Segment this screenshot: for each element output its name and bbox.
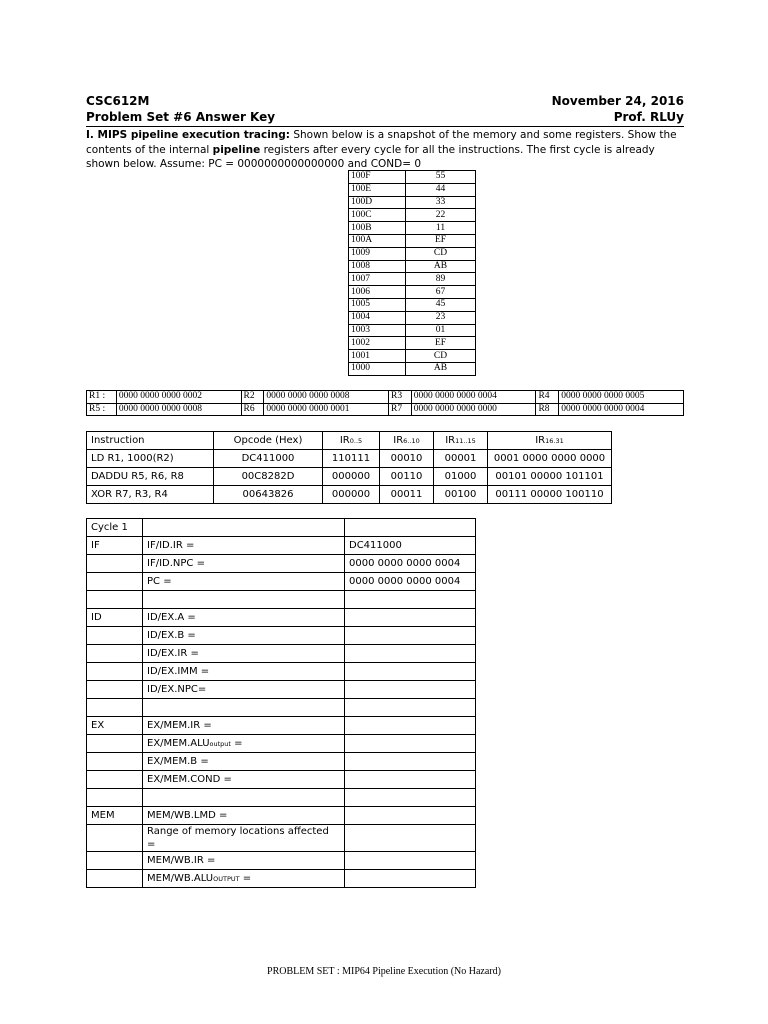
cycle-cell-empty <box>87 825 143 852</box>
memory-address: 1009 <box>349 247 406 260</box>
register-label <box>143 735 345 753</box>
cycle-row-ex <box>87 735 476 753</box>
cycle-cell-empty <box>87 627 143 645</box>
cycle-row-id <box>87 681 476 699</box>
memory-value: 22 <box>406 209 476 222</box>
instruction-text: XOR R7, R3, R4 <box>87 486 214 504</box>
register-name: R8 <box>536 403 559 416</box>
cycle-title: Cycle 1 <box>87 519 143 537</box>
memory-value: CD <box>406 350 476 363</box>
cycle-spacer-row <box>87 699 476 717</box>
register-label-text: IF/ID.IR = <box>147 540 195 551</box>
instruction-opcode: DC411000 <box>214 450 323 468</box>
cycle-cell-empty <box>87 645 143 663</box>
register-label <box>143 852 345 870</box>
register-label-text: MEM/WB.IR = <box>147 855 216 866</box>
register-name: R1 : <box>87 391 117 404</box>
register-label-text: ID/EX.NPC= <box>147 684 207 695</box>
instruction-ir-11-15: 00001 <box>434 450 488 468</box>
memory-address: 1001 <box>349 350 406 363</box>
memory-value: EF <box>406 337 476 350</box>
author: Prof. RLUy <box>613 110 684 124</box>
intro-text-a: Shown below is a snapshot of the memory and some registers. Show the contents of the internal <box>86 129 677 156</box>
document-date: November 24, 2016 <box>551 94 684 108</box>
col-instruction: Instruction <box>87 432 214 450</box>
document-title: Problem Set #6 Answer Key <box>86 110 276 124</box>
register-value: 0000 0000 0000 0004 <box>559 403 684 416</box>
cycle-cell-empty <box>143 699 345 717</box>
register-value: 0000 0000 0000 0004 <box>345 555 476 573</box>
cycle-row-id <box>87 609 476 627</box>
cycle-cell-empty <box>87 591 143 609</box>
register-label-text: EX/MEM.IR = <box>147 720 212 731</box>
memory-value: CD <box>406 247 476 260</box>
memory-address: 1005 <box>349 298 406 311</box>
instruction-ir-0-5: 000000 <box>323 486 380 504</box>
register-label <box>143 753 345 771</box>
register-label-text: ID/EX.IR = <box>147 648 199 659</box>
register-value <box>345 681 476 699</box>
register-value <box>345 717 476 735</box>
col-ir-6-10: IR6..10 <box>380 432 434 450</box>
problem-intro <box>86 128 686 172</box>
memory-address: 100F <box>349 171 406 184</box>
memory-row <box>349 247 476 260</box>
cycle-cell-empty <box>87 573 143 591</box>
cycle-cell-empty <box>143 519 345 537</box>
register-value <box>345 825 476 852</box>
memory-value: 44 <box>406 183 476 196</box>
register-value: DC411000 <box>345 537 476 555</box>
register-name: R4 <box>536 391 559 404</box>
register-name: R5 : <box>87 403 117 416</box>
register-value: 0000 0000 0000 0005 <box>559 391 684 404</box>
register-value: 0000 0000 0000 0001 <box>264 403 389 416</box>
memory-row <box>349 222 476 235</box>
memory-row <box>349 183 476 196</box>
cycle-row-id <box>87 663 476 681</box>
cycle-row-mem <box>87 807 476 825</box>
col-ir-11-15: IR11..15 <box>434 432 488 450</box>
memory-value: 23 <box>406 311 476 324</box>
cycle-row-ex <box>87 717 476 735</box>
stage-label: IF <box>87 537 143 555</box>
register-value <box>345 807 476 825</box>
memory-row <box>349 171 476 184</box>
memory-value: 11 <box>406 222 476 235</box>
memory-row <box>349 324 476 337</box>
register-name: R3 <box>389 391 412 404</box>
instruction-ir-16-31: 0001 0000 0000 0000 <box>488 450 612 468</box>
register-label <box>143 717 345 735</box>
cycle-row-if <box>87 537 476 555</box>
instruction-opcode: 00643826 <box>214 486 323 504</box>
cycle-row-if <box>87 573 476 591</box>
register-row <box>87 391 684 404</box>
register-value <box>345 735 476 753</box>
cycle-spacer-row <box>87 789 476 807</box>
memory-address: 100B <box>349 222 406 235</box>
register-label-text: PC = <box>147 576 172 587</box>
register-label-sub: OUTPUT <box>213 875 240 883</box>
register-value <box>345 627 476 645</box>
memory-row <box>349 273 476 286</box>
cycle-cell-empty <box>87 852 143 870</box>
memory-row <box>349 311 476 324</box>
register-label <box>143 627 345 645</box>
memory-value: 45 <box>406 298 476 311</box>
memory-address: 1000 <box>349 362 406 375</box>
memory-row <box>349 337 476 350</box>
instruction-row <box>87 450 612 468</box>
memory-row <box>349 209 476 222</box>
register-value: 0000 0000 0000 0004 <box>411 391 536 404</box>
cycle-cell-empty <box>143 591 345 609</box>
memory-value: AB <box>406 260 476 273</box>
cycle-cell-empty <box>87 699 143 717</box>
stage-label: ID <box>87 609 143 627</box>
col-ir-16-31: IR16.31 <box>488 432 612 450</box>
register-label <box>143 573 345 591</box>
register-label-tail: = <box>239 873 252 884</box>
memory-address: 100E <box>349 183 406 196</box>
instruction-header-row <box>87 432 612 450</box>
memory-row <box>349 362 476 375</box>
register-value <box>345 645 476 663</box>
cycle-cell-empty <box>87 870 143 888</box>
register-label-text: MEM/WB.LMD = <box>147 810 228 821</box>
memory-value: 55 <box>406 171 476 184</box>
instruction-text: DADDU R5, R6, R8 <box>87 468 214 486</box>
memory-row <box>349 260 476 273</box>
instruction-ir-11-15: 00100 <box>434 486 488 504</box>
memory-address: 100D <box>349 196 406 209</box>
memory-table <box>348 170 476 376</box>
register-label-text: EX/MEM.B = <box>147 756 209 767</box>
memory-address: 1006 <box>349 286 406 299</box>
register-label <box>143 663 345 681</box>
memory-address: 1004 <box>349 311 406 324</box>
cycle-cell-empty <box>87 555 143 573</box>
memory-address: 1007 <box>349 273 406 286</box>
cycle-cell-empty <box>87 753 143 771</box>
memory-address: 1003 <box>349 324 406 337</box>
cycle-cell-empty <box>87 771 143 789</box>
cycle-row-mem <box>87 825 476 852</box>
register-label-text: Range of memory locations affected = <box>147 826 329 850</box>
memory-address: 1008 <box>349 260 406 273</box>
cycle-cell-empty <box>345 789 476 807</box>
register-value <box>345 771 476 789</box>
header-rule <box>86 126 684 127</box>
register-value: 0000 0000 0000 0008 <box>116 403 241 416</box>
register-label-text: IF/ID.NPC = <box>147 558 205 569</box>
memory-row <box>349 234 476 247</box>
cycle-cell-empty <box>143 789 345 807</box>
register-value: 0000 0000 0000 0008 <box>264 391 389 404</box>
problem-heading: I. MIPS pipeline execution tracing: <box>86 129 290 141</box>
stage-label: EX <box>87 717 143 735</box>
intro-text-b: registers after every cycle for all the instructions. The first cycle is already shown below. Assume: PC = 0000000000000000 and COND= 0 <box>86 143 655 170</box>
register-name: R6 <box>241 403 264 416</box>
memory-value: 67 <box>406 286 476 299</box>
memory-address: 1002 <box>349 337 406 350</box>
cycle-cell-empty <box>87 681 143 699</box>
cycle-row-ex <box>87 771 476 789</box>
register-label-text: EX/MEM.COND = <box>147 774 232 785</box>
memory-value: 33 <box>406 196 476 209</box>
register-label-sub: output <box>209 740 231 748</box>
register-label-text: EX/MEM.ALU <box>147 738 210 749</box>
memory-value: 89 <box>406 273 476 286</box>
instruction-ir-6-10: 00010 <box>380 450 434 468</box>
register-value: 0000 0000 0000 0000 <box>411 403 536 416</box>
register-label-text: MEM/WB.ALU <box>147 873 214 884</box>
register-label <box>143 555 345 573</box>
register-label <box>143 537 345 555</box>
register-value <box>345 870 476 888</box>
page-footer: PROBLEM SET : MIP64 Pipeline Execution (No Hazard) <box>267 966 501 977</box>
instruction-row <box>87 468 612 486</box>
register-value <box>345 753 476 771</box>
register-label <box>143 681 345 699</box>
register-value: 0000 0000 0000 0002 <box>116 391 241 404</box>
register-label <box>143 771 345 789</box>
instruction-ir-16-31: 00101 00000 101101 <box>488 468 612 486</box>
memory-value: 01 <box>406 324 476 337</box>
intro-bold-word: pipeline <box>212 143 261 156</box>
register-label <box>143 807 345 825</box>
instruction-row <box>87 486 612 504</box>
course-code: CSC612M <box>86 94 150 108</box>
register-label <box>143 825 345 852</box>
instruction-ir-0-5: 110111 <box>323 450 380 468</box>
cycle-title-row <box>87 519 476 537</box>
cycle-row-mem <box>87 870 476 888</box>
register-label <box>143 645 345 663</box>
cycle-cell-empty <box>345 519 476 537</box>
cycle-row-id <box>87 645 476 663</box>
memory-row <box>349 286 476 299</box>
register-label-text: ID/EX.IMM = <box>147 666 210 677</box>
register-value <box>345 852 476 870</box>
cycle-row-mem <box>87 852 476 870</box>
register-label-tail: = <box>230 738 243 749</box>
register-name: R7 <box>389 403 412 416</box>
memory-row <box>349 298 476 311</box>
register-name: R2 <box>241 391 264 404</box>
registers-table <box>86 390 684 416</box>
cycle-cell-empty <box>87 789 143 807</box>
instruction-table <box>86 431 612 504</box>
instruction-ir-0-5: 000000 <box>323 468 380 486</box>
cycle-cell-empty <box>345 591 476 609</box>
instruction-ir-16-31: 00111 00000 100110 <box>488 486 612 504</box>
register-value: 0000 0000 0000 0004 <box>345 573 476 591</box>
instruction-opcode: 00C8282D <box>214 468 323 486</box>
col-ir-0-5: IR0..5 <box>323 432 380 450</box>
memory-value: EF <box>406 234 476 247</box>
register-label <box>143 870 345 888</box>
register-value <box>345 663 476 681</box>
memory-address: 100C <box>349 209 406 222</box>
memory-row <box>349 196 476 209</box>
register-label-text: ID/EX.B = <box>147 630 196 641</box>
cycle-spacer-row <box>87 591 476 609</box>
register-row <box>87 403 684 416</box>
cycle-row-id <box>87 627 476 645</box>
register-label <box>143 609 345 627</box>
memory-row <box>349 350 476 363</box>
stage-label: MEM <box>87 807 143 825</box>
memory-address: 100A <box>349 234 406 247</box>
instruction-text: LD R1, 1000(R2) <box>87 450 214 468</box>
cycle-cell-empty <box>87 735 143 753</box>
instruction-ir-11-15: 01000 <box>434 468 488 486</box>
cycle-row-ex <box>87 753 476 771</box>
instruction-ir-6-10: 00110 <box>380 468 434 486</box>
cycle-table <box>86 518 476 888</box>
col-opcode: Opcode (Hex) <box>214 432 323 450</box>
memory-value: AB <box>406 362 476 375</box>
register-value <box>345 609 476 627</box>
cycle-row-if <box>87 555 476 573</box>
cycle-cell-empty <box>345 699 476 717</box>
instruction-ir-6-10: 00011 <box>380 486 434 504</box>
register-label-text: ID/EX.A = <box>147 612 196 623</box>
cycle-cell-empty <box>87 663 143 681</box>
